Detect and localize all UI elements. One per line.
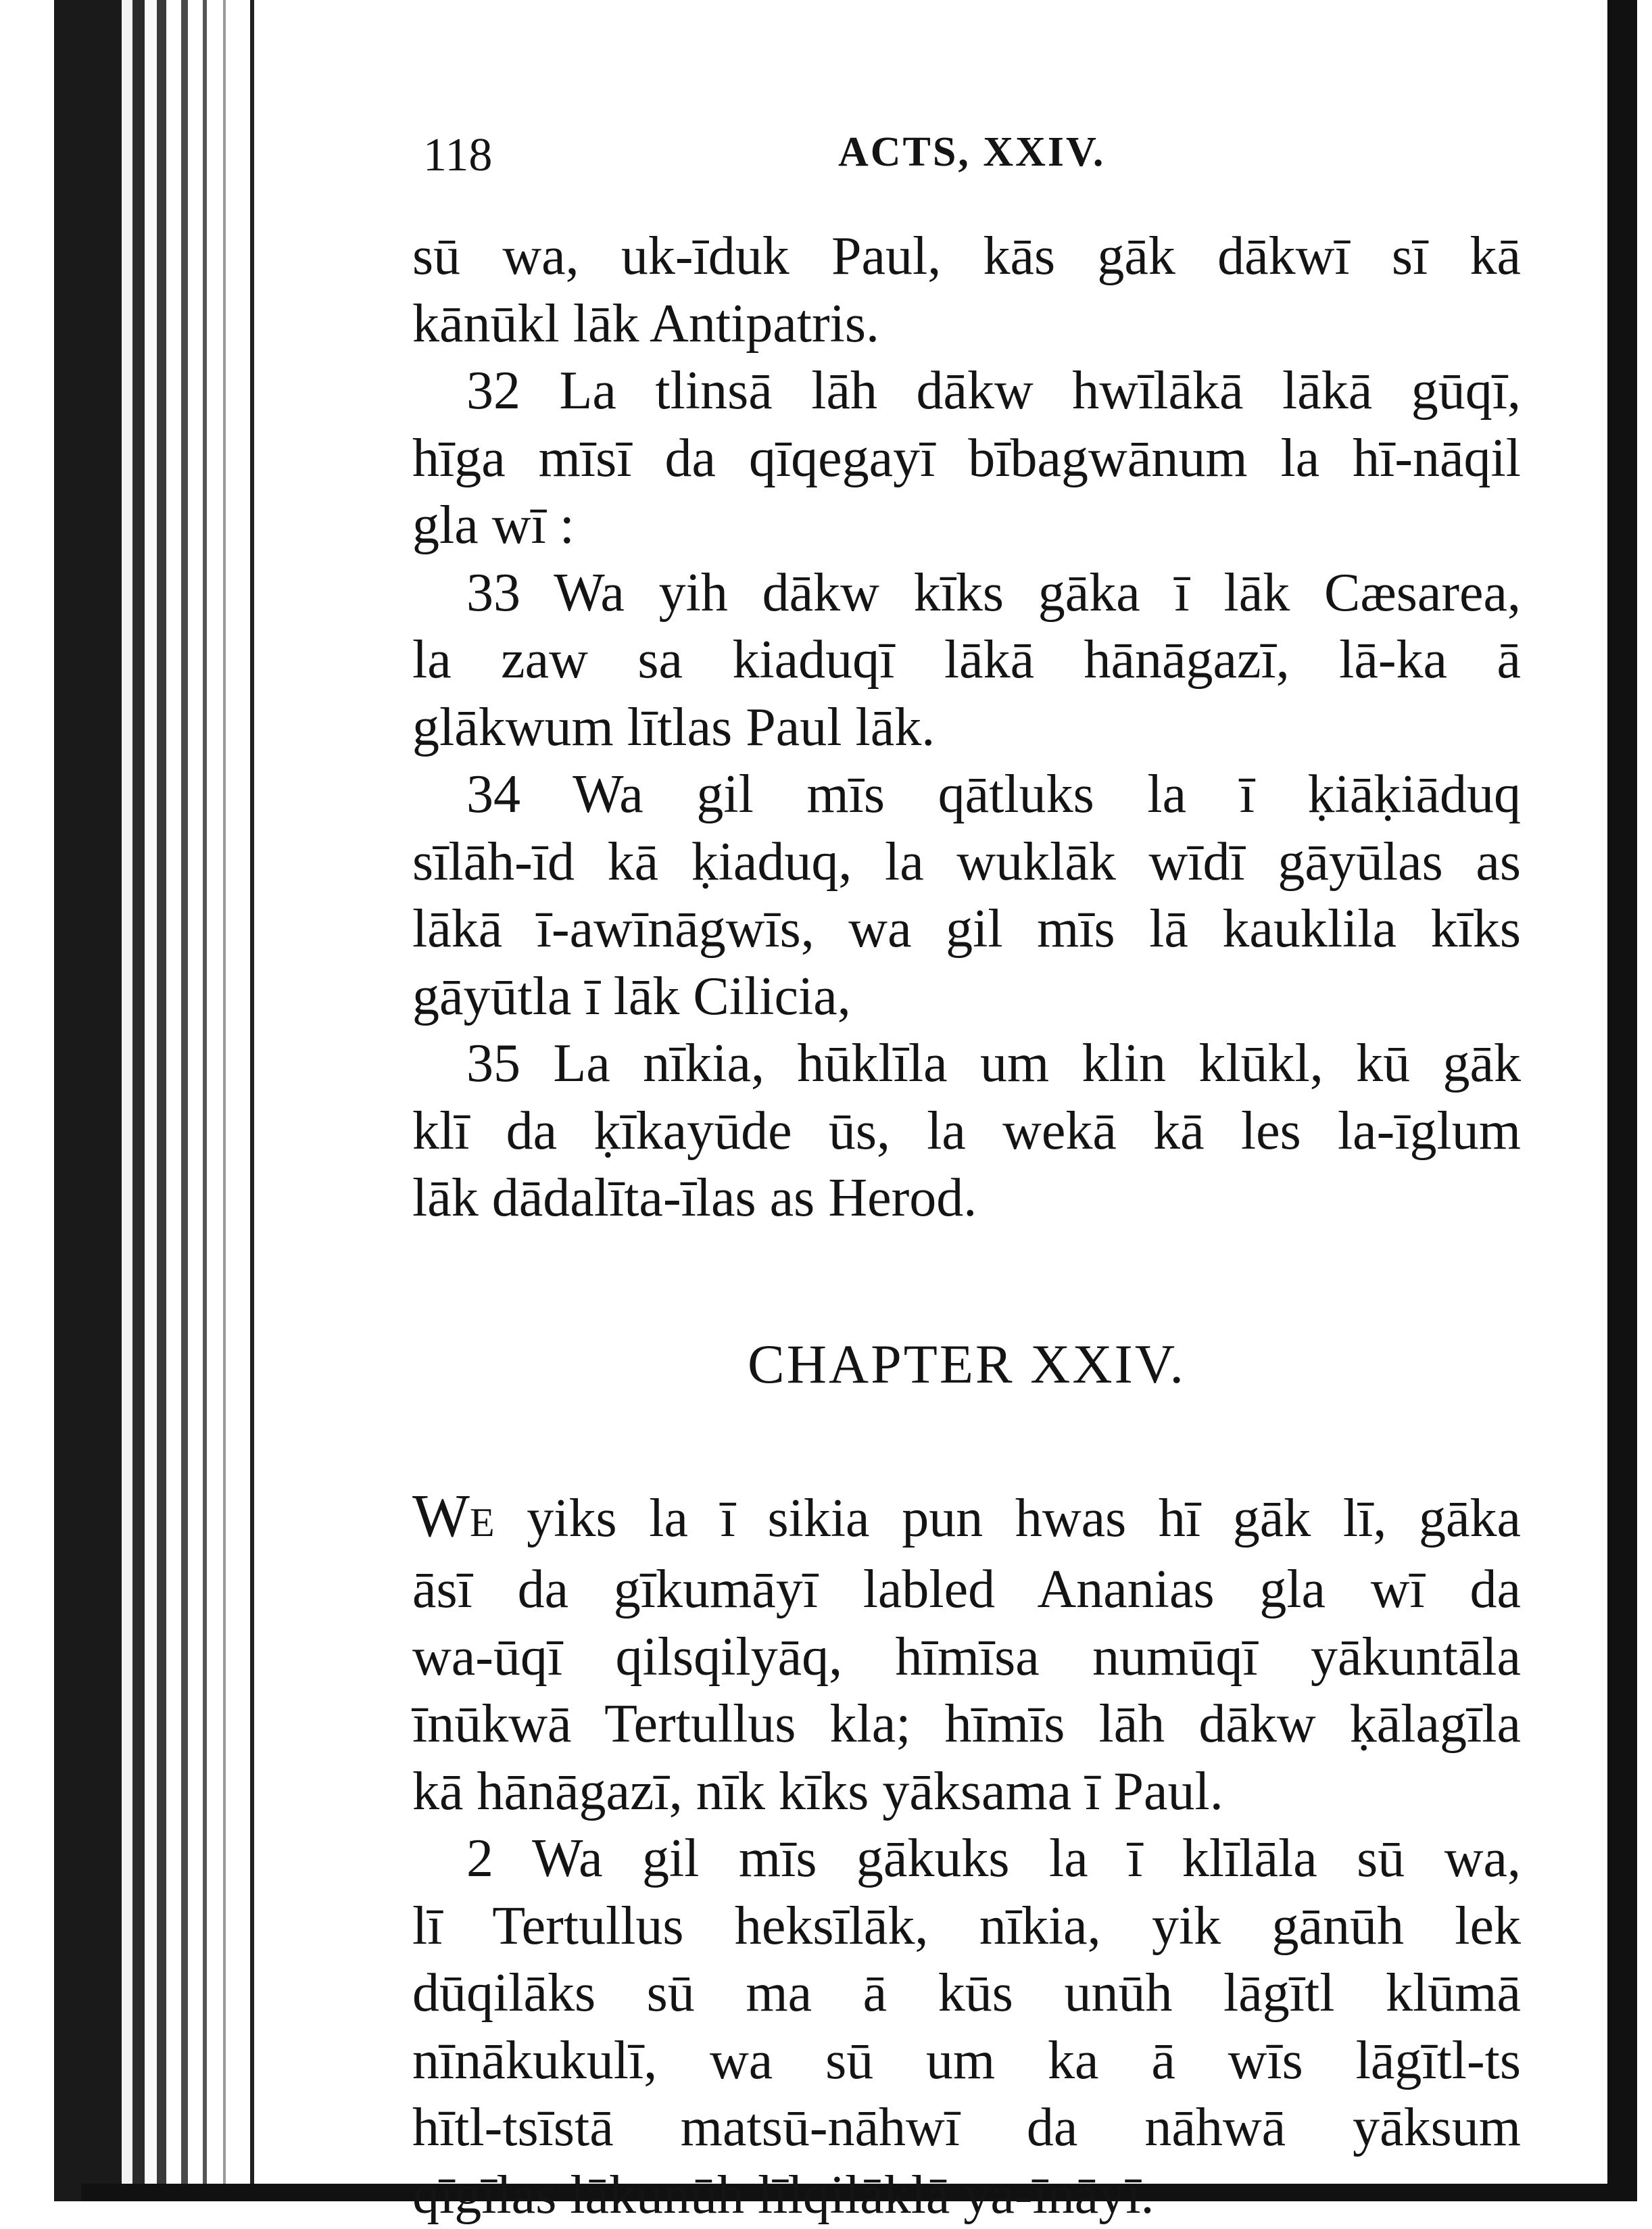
text-line: sīlāh-īd kā ḳiaduq, la wuklāk wīdī gāyūlas as [412, 829, 1521, 896]
text-line: la zaw sa kiaduqī lākā hānāgazī, lā-ka ā [412, 627, 1521, 694]
text-line: āsī da gīkumāyī labled Ananias gla wī da [412, 1556, 1521, 1624]
text-line: klī da ḳīkayūde ūs, la wekā kā les la-īglum [412, 1098, 1521, 1166]
verse-2-line: 2 Wa gil mīs gākuks la ī klīlāla sū wa, [412, 1825, 1521, 1893]
verse-33-line: 33 Wa yih dākw kīks gāka ī lāk Cæsarea, [412, 560, 1521, 627]
text-line: wa-ūqī qilsqilyāq, hīmīsa numūqī yākuntāla [412, 1624, 1521, 1692]
text-line: nīnākukulī, wa sū um ka ā wīs lāgītl-ts [412, 2028, 1521, 2095]
text-line: gāyūtla ī lāk Cilicia, [412, 963, 1521, 1031]
running-head [412, 115, 1521, 196]
opening-line-text: yiks la ī sikia pun hwas hī gāk lī, gāka [495, 1489, 1521, 1548]
running-title: ACTS, XXIV. [838, 128, 1105, 176]
verses-block-chapter-23 [412, 223, 1521, 1232]
text-line: kānūkl lāk Antipatris. [412, 291, 1521, 358]
text-line: sū wa, uk-īduk Paul, kās gāk dākwī sī kā [412, 223, 1521, 291]
text-line: hīga mīsī da qīqegayī bībagwānum la hī-nāqil [412, 425, 1521, 493]
chapter-heading: CHAPTER XXIV. [412, 1334, 1521, 1395]
text-line: dūqilāks sū ma ā kūs unūh lāgītl klūmā [412, 1960, 1521, 2028]
text-line: glākwum lītlas Paul lāk. [412, 694, 1521, 762]
verse-34-line: 34 Wa gil mīs qātluks la ī ḳiāḳiāduq [412, 761, 1521, 829]
text-line: hītl-tsīstā matsū-nāhwī da nāhwā yāksum [412, 2094, 1521, 2162]
verses-block-chapter-24 [412, 1483, 1521, 2229]
text-line: kā hānāgazī, nīk kīks yāksama ī Paul. [412, 1758, 1521, 1826]
text-line: lāk dādalīta-īlas as Herod. [412, 1165, 1521, 1232]
text-line: lī Tertullus heksīlāk, nīkia, yik gānūh lek [412, 1893, 1521, 1961]
book-page [412, 115, 1521, 2229]
initial-small-capital: E [470, 1500, 495, 1545]
verse-35-line: 35 La nīkia, hūklīla um klin klūkl, kū gāk [412, 1030, 1521, 1098]
text-line: qīgīlas lākunūh līlqilāklā ya-īnāyī. [412, 2162, 1521, 2229]
initial-capital: W [412, 1483, 470, 1550]
page-number: 118 [423, 128, 492, 183]
text-line: īnūkwā Tertullus kla; hīmīs lāh dākw ḳālagīla [412, 1691, 1521, 1758]
text-line: gla wī : [412, 492, 1521, 560]
book-binding-edge [0, 0, 257, 2201]
page-right-edge [1601, 0, 1652, 2201]
verse-32-line: 32 La tlinsā lāh dākw hwīlākā lākā gūqī, [412, 358, 1521, 425]
chapter-opening-line [412, 1483, 1521, 1557]
text-line: lākā ī-awīnāgwīs, wa gil mīs lā kauklila kīks [412, 896, 1521, 963]
